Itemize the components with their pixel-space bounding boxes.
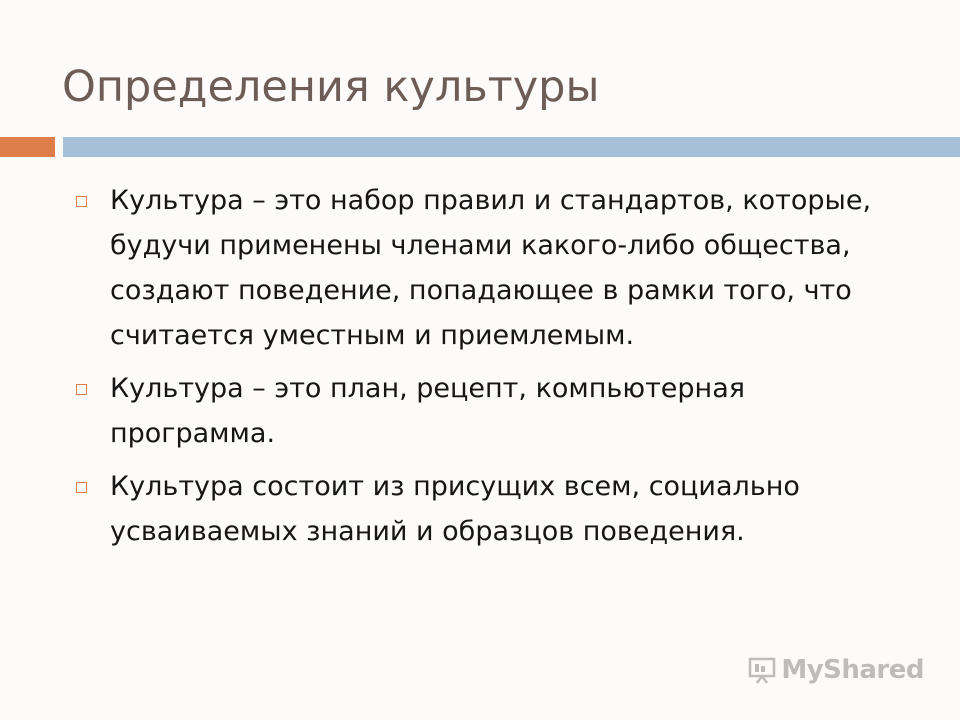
bullet-item [76,366,896,456]
accent-bar-blue [63,137,960,157]
square-bullet-icon [76,384,87,395]
presentation-board-icon [747,655,777,685]
square-bullet-icon [76,196,87,207]
bullet-item [76,464,896,554]
slide-title: Определения культуры [62,62,600,112]
bullet-text: Культура состоит из присущих всем, социально усваиваемых знаний и образцов поведения. [110,471,800,547]
watermark-text: MyShared [781,655,924,685]
watermark-logo [747,655,924,685]
bullet-text: Культура – это набор правил и стандартов, которые, будучи применены членами какого-либо общества, создают поведение, попадающее в рамки того, что считается уместным и приемлемым. [110,185,872,351]
square-bullet-icon [76,482,87,493]
accent-bar-orange [0,137,55,157]
bullet-list [76,178,896,562]
bullet-item [76,178,896,358]
bullet-text: Культура – это план, рецепт, компьютерная программа. [110,373,745,449]
